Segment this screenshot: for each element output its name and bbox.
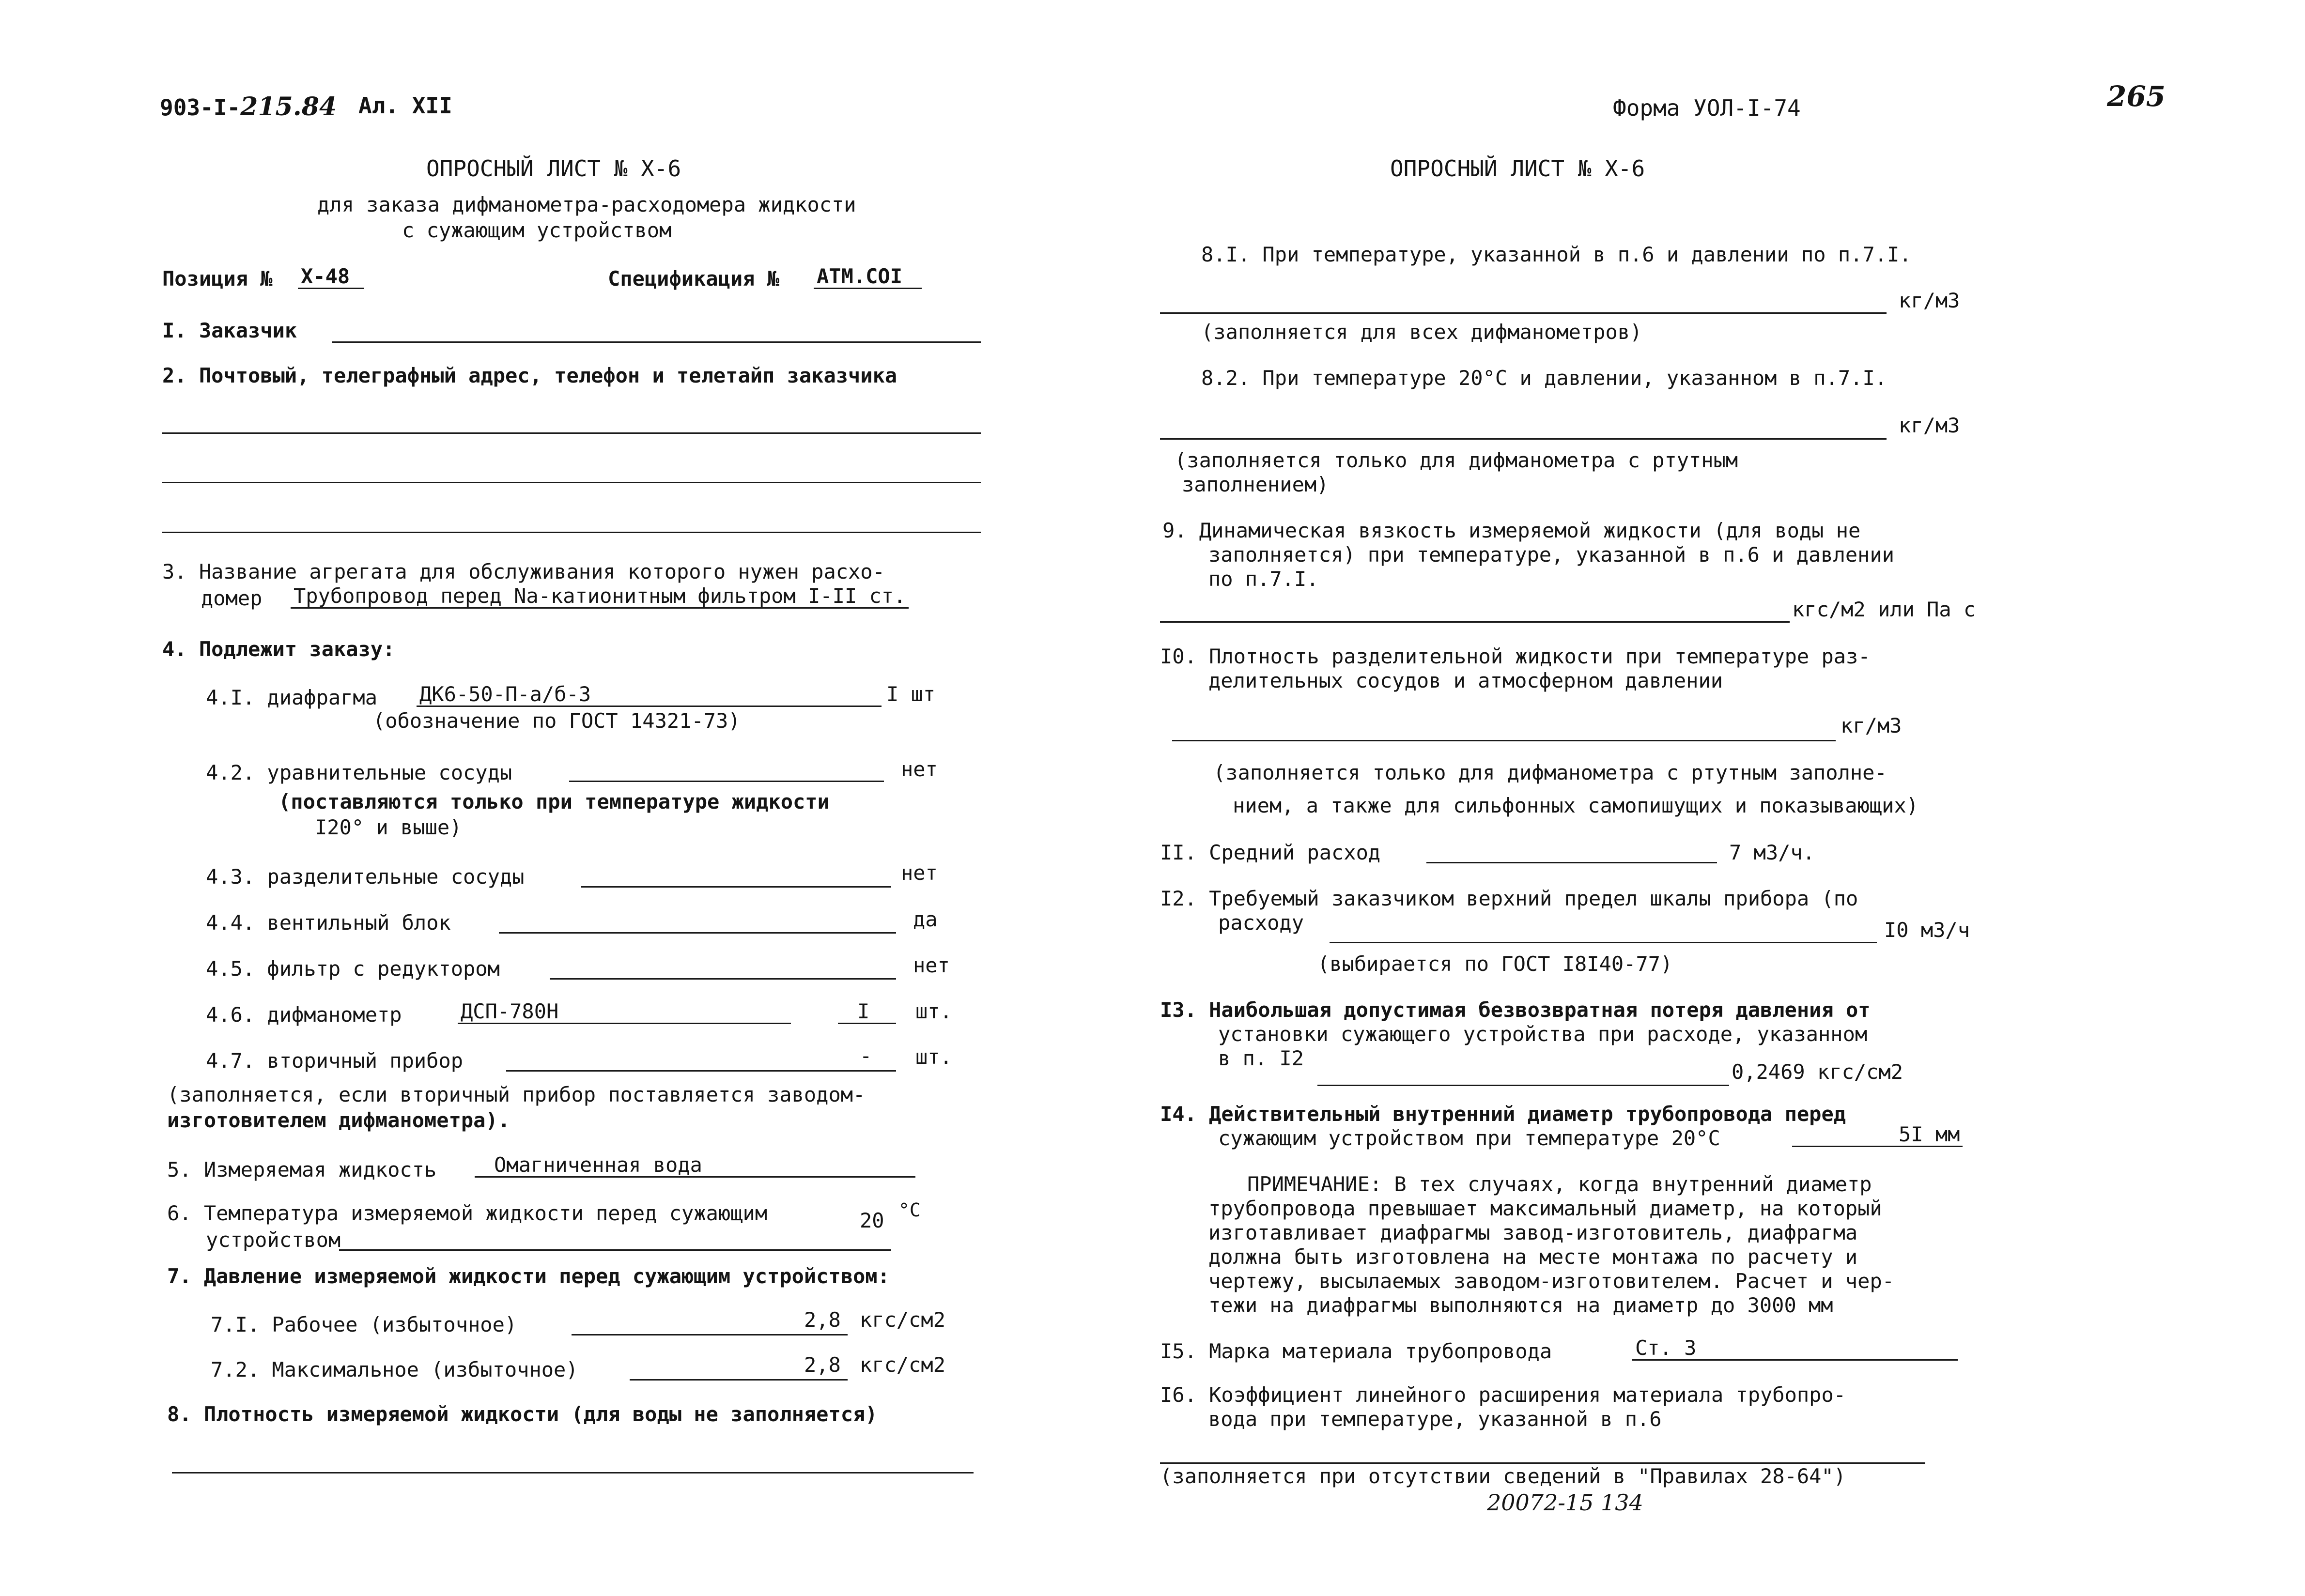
item-4-6-value	[458, 1001, 791, 1024]
document-code-handwritten: 215.84	[240, 92, 337, 122]
item-6-line-1: 6. Температура измеряемой жидкости перед сужающим	[167, 1201, 768, 1225]
item-2-line-1	[162, 432, 981, 434]
note-line-1: ПРИМЕЧАНИЕ: В тех случаях, когда внутренний диаметр	[1247, 1172, 1872, 1196]
item-16-line-2: вода при температуре, указанной в п.6	[1208, 1407, 1662, 1431]
item-5-value	[475, 1155, 915, 1178]
item-4-7-label: 4.7. вторичный прибор	[206, 1049, 464, 1073]
item-4-7-qty: -	[860, 1044, 872, 1068]
item-4-1-label: 4.I. диафрагма	[206, 686, 378, 709]
item-7-2-label: 7.2. Максимальное (избыточное)	[211, 1358, 578, 1381]
item-7-1-unit: кгс/см2	[860, 1308, 946, 1332]
item-10-line-1: I0. Плотность разделительной жидкости при температуре раз-	[1160, 645, 1871, 668]
item-13-line-2: установки сужающего устройства при расходе, указанном	[1218, 1022, 1868, 1046]
item-11-label: II. Средний расход	[1160, 841, 1381, 864]
item-3-value	[291, 586, 909, 609]
item-4-6-unit: шт.	[915, 999, 952, 1023]
item-9-line	[1160, 621, 1790, 623]
item-4-2-label: 4.2. уравнительные сосуды	[206, 761, 512, 784]
item-9-line-3: по п.7.I.	[1208, 567, 1319, 591]
note-line-4: должна быть изготовлена на месте монтажа по расчету и	[1208, 1245, 1858, 1269]
right-title: ОПРОСНЫЙ ЛИСТ № Х-6	[1390, 155, 1645, 182]
item-8-2: 8.2. При температуре 20°С и давлении, указанном в п.7.I.	[1201, 366, 1887, 390]
page-number: 265	[2107, 80, 2166, 113]
item-6-line	[339, 1249, 891, 1251]
position-value-text: Х-48	[298, 266, 364, 289]
item-12-value: I0 м3/ч	[1884, 918, 1970, 942]
item-15-value	[1632, 1338, 1958, 1361]
item-4-2-line	[569, 781, 884, 782]
item-1-customer: I. Заказчик	[162, 319, 297, 342]
item-4-7-line	[506, 1070, 896, 1072]
note-line-2: трубопровода превышает максимальный диаметр, на который	[1208, 1197, 1882, 1220]
item-16-line-1: I6. Коэффициент линейного расширения материала трубопро-	[1160, 1383, 1846, 1407]
item-2-address: 2. Почтовый, телеграфный адрес, телефон и телетайп заказчика	[162, 364, 897, 387]
item-4-2-note-2: I20° и выше)	[315, 815, 462, 839]
item-3-prefix: домер	[201, 586, 263, 610]
item-8-2-unit: кг/м3	[1899, 414, 1960, 437]
item-9-line-1: 9. Динамическая вязкость измеряемой жидкости (для воды не	[1162, 519, 1861, 542]
item-8-2-note-2: заполнением)	[1182, 473, 1329, 496]
item-12-line-2: расходу	[1218, 911, 1304, 935]
item-6-unit: °С	[898, 1199, 921, 1221]
item-5-label: 5. Измеряемая жидкость	[167, 1158, 437, 1182]
item-15-label: I5. Марка материала трубопровода	[1160, 1339, 1552, 1363]
item-8-2-line	[1160, 438, 1887, 440]
item-13-value: 0,2469 кгс/см2	[1732, 1060, 1903, 1084]
item-4-2-value: нет	[901, 757, 938, 781]
item-6-line-2: устройством	[206, 1228, 341, 1252]
item-10-line	[1172, 740, 1836, 741]
item-14-line-1: I4. Действительный внутренний диаметр трубопровода перед	[1160, 1102, 1846, 1126]
item-4-6-qty-line	[838, 1023, 896, 1024]
item-4-7-note-2: изготовителем дифманометра).	[167, 1108, 511, 1132]
left-subtitle-2: с сужающим устройством	[402, 218, 672, 242]
item-13-line-1: I3. Наибольшая допустимая безвозвратная потеря давления от	[1160, 998, 1871, 1022]
item-4-7-unit: шт.	[915, 1045, 952, 1069]
position-label: Позиция №	[162, 267, 273, 291]
item-7-1-line	[572, 1334, 848, 1335]
item-4-6-qty: I	[857, 999, 870, 1023]
item-9-unit: кгс/м2 или Па с	[1792, 598, 1976, 621]
footer-handwritten-number: 20072-15 134	[1487, 1489, 1643, 1516]
item-7-pressure: 7. Давление измеряемой жидкости перед сужающим устройством:	[167, 1264, 890, 1288]
document-code-prefix: 903-I-	[160, 94, 241, 121]
item-10-note-1: (заполняется только для дифманометра с ртутным заполне-	[1213, 761, 1887, 784]
spec-value	[814, 266, 922, 289]
item-6-value: 20	[860, 1209, 884, 1232]
item-2-line-2	[162, 482, 981, 483]
item-7-2-value: 2,8	[804, 1353, 841, 1377]
item-8-line	[172, 1472, 974, 1473]
item-12-note: (выбирается по ГОСТ I8I40-77)	[1317, 952, 1673, 976]
item-4-order: 4. Подлежит заказу:	[162, 637, 395, 661]
item-10-unit: кг/м3	[1841, 714, 1902, 737]
item-7-1-value: 2,8	[804, 1308, 841, 1332]
item-4-3-label: 4.3. разделительные сосуды	[206, 865, 525, 889]
item-3-value-text: Трубопровод перед Na-катионитным фильтром I-II ст.	[291, 586, 909, 609]
item-12-line	[1330, 942, 1877, 943]
item-14-line-2: сужающим устройством при температуре 20°С	[1218, 1126, 1720, 1150]
item-12-line-1: I2. Требуемый заказчиком верхний предел шкалы прибора (по	[1160, 887, 1858, 910]
item-8-1: 8.I. При температуре, указанной в п.6 и давлении по п.7.I.	[1201, 243, 1912, 266]
item-4-3-value: нет	[901, 861, 938, 885]
item-4-6-value-text: ДСП-780Н	[458, 1001, 791, 1024]
item-4-6-label: 4.6. дифманометр	[206, 1003, 402, 1027]
item-4-1-value-text: ДК6-50-П-а/б-3	[417, 684, 882, 707]
item-8-2-note-1: (заполняется только для дифманометра с ртутным	[1175, 448, 1738, 472]
item-16-note: (заполняется при отсутствии сведений в "Правилах 28-64")	[1160, 1464, 1846, 1488]
item-13-line-3: в п. I2	[1218, 1046, 1304, 1070]
item-4-5-value: нет	[913, 953, 950, 977]
item-4-4-value: да	[913, 907, 938, 931]
item-16-line	[1160, 1462, 1925, 1464]
item-8-density: 8. Плотность измеряемой жидкости (для воды не заполняется)	[167, 1402, 878, 1426]
item-4-2-note-1: (поставляются только при температуре жидкости	[278, 790, 830, 813]
item-8-1-note: (заполняется для всех дифманометров)	[1201, 320, 1642, 344]
item-14-value	[1792, 1124, 1963, 1147]
item-4-4-label: 4.4. вентильный блок	[206, 911, 451, 935]
item-7-2-unit: кгс/см2	[860, 1353, 946, 1377]
note-line-5: чертежу, высылаемых заводом-изготовителем. Расчет и чер-	[1208, 1269, 1895, 1293]
item-3-line-1: 3. Название агрегата для обслуживания которого нужен расхо-	[162, 560, 885, 583]
item-1-line	[332, 341, 981, 343]
item-9-line-2: заполняется) при температуре, указанной в п.6 и давлении	[1208, 543, 1895, 567]
note-line-3: изготавливает диафрагмы завод-изготовитель, диафрагма	[1208, 1221, 1858, 1244]
item-4-7-note-1: (заполняется, если вторичный прибор поставляется заводом-	[167, 1083, 866, 1106]
item-8-1-line	[1160, 312, 1887, 314]
item-4-1-note: (обозначение по ГОСТ 14321-73)	[373, 709, 741, 733]
album-number: Ал. XII	[358, 92, 452, 119]
item-11-value: 7 м3/ч.	[1729, 841, 1815, 864]
position-value	[298, 266, 364, 289]
item-13-line	[1317, 1085, 1729, 1086]
item-10-line-2: делительных сосудов и атмосферном давлении	[1208, 669, 1723, 692]
item-14-value-text: 5I мм	[1792, 1124, 1963, 1147]
item-8-1-unit: кг/м3	[1899, 289, 1960, 312]
item-11-line	[1426, 862, 1717, 863]
form-code: Форма УОЛ-I-74	[1613, 95, 1801, 121]
item-7-2-line	[630, 1379, 848, 1381]
item-4-5-line	[550, 978, 896, 980]
item-5-value-text: Омагниченная вода	[475, 1155, 915, 1178]
item-4-4-line	[499, 932, 896, 934]
left-title: ОПРОСНЫЙ ЛИСТ № Х-6	[426, 155, 681, 182]
item-10-note-2: нием, а также для сильфонных самопишущих и показывающих)	[1233, 794, 1919, 817]
item-15-value-text: Ст. 3	[1632, 1338, 1958, 1361]
item-7-1-label: 7.I. Рабочее (избыточное)	[211, 1313, 517, 1336]
item-2-line-3	[162, 532, 981, 533]
note-line-6: тежи на диафрагмы выполняются на диаметр до 3000 мм	[1208, 1293, 1833, 1317]
left-subtitle-1: для заказа дифманометра-расходомера жидкости	[317, 193, 856, 216]
item-4-3-line	[581, 886, 891, 888]
spec-value-text: АТМ.СОI	[814, 266, 922, 289]
document-code	[160, 94, 337, 120]
item-4-1-qty: I шт	[886, 682, 936, 706]
item-4-1-value	[417, 684, 882, 707]
item-4-5-label: 4.5. фильтр с редуктором	[206, 957, 500, 981]
spec-label: Спецификация №	[608, 267, 780, 291]
